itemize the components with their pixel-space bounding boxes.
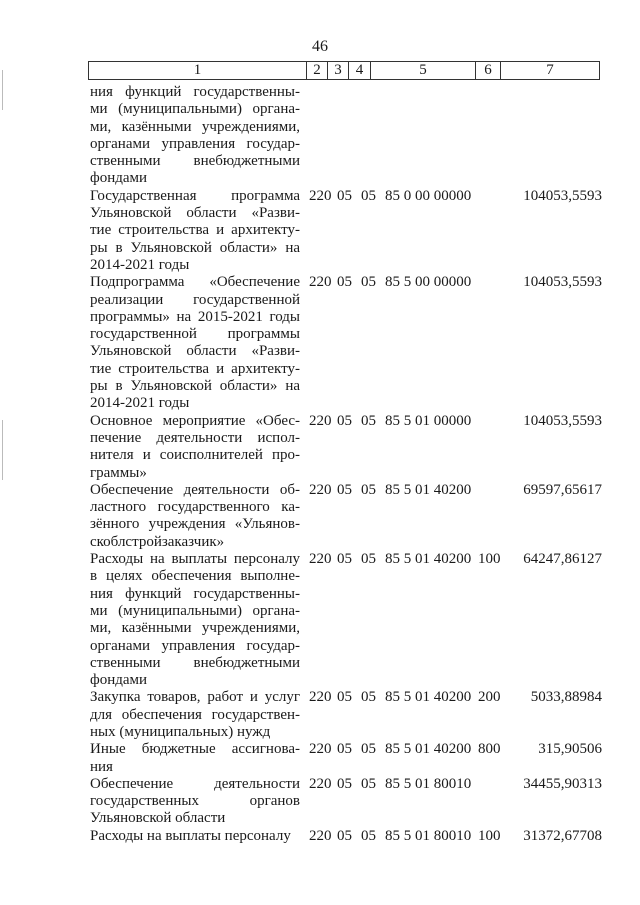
cell-cs: 85 5 01 80010 xyxy=(385,775,472,792)
description-line: ния xyxy=(90,758,113,775)
description-line: тие строительства и архитекту- xyxy=(90,222,300,239)
cell-rz: 05 xyxy=(337,187,352,204)
cell-sum: 69597,65617 xyxy=(523,481,602,498)
budget-row xyxy=(0,551,640,689)
cell-gr: 220 xyxy=(309,481,332,498)
row-description xyxy=(90,482,300,551)
cell-sum: 315,90506 xyxy=(538,741,602,758)
cell-pr: 05 xyxy=(361,187,376,204)
column-header-row xyxy=(89,62,600,80)
description-line: органами управления государ- xyxy=(90,637,300,654)
description-line: Основное мероприятие «Обес- xyxy=(90,412,300,429)
cell-pr: 05 xyxy=(361,741,376,758)
cell-sum: 34455,90313 xyxy=(523,775,602,792)
row-description xyxy=(90,84,300,188)
cell-cs: 85 5 01 40200 xyxy=(385,551,472,568)
description-line: ми (муниципальными) органа- xyxy=(90,602,300,619)
cell-gr: 220 xyxy=(309,187,332,204)
row-description xyxy=(90,828,300,845)
page-number: 46 xyxy=(312,38,328,55)
column-header-rz: 3 xyxy=(328,62,349,80)
cell-gr: 220 xyxy=(309,551,332,568)
cell-sum: 64247,86127 xyxy=(523,551,602,568)
cell-vr: 100 xyxy=(478,827,501,844)
cell-gr: 220 xyxy=(309,689,332,706)
column-header-description: 1 xyxy=(89,62,307,80)
row-description xyxy=(90,776,300,828)
cell-rz: 05 xyxy=(337,274,352,291)
row-description xyxy=(90,188,300,274)
cell-rz: 05 xyxy=(337,689,352,706)
cell-cs: 85 5 00 00000 xyxy=(385,274,472,291)
description-line: ственными внебюджетными xyxy=(90,654,300,671)
description-line: ми, казёнными учреждениями, xyxy=(90,620,300,637)
cell-sum: 104053,5593 xyxy=(523,412,602,429)
row-description xyxy=(90,413,300,482)
cell-sum: 31372,67708 xyxy=(523,827,602,844)
budget-row xyxy=(0,689,640,741)
description-line: для обеспечения государствен- xyxy=(90,706,300,723)
cell-pr: 05 xyxy=(361,775,376,792)
cell-pr: 05 xyxy=(361,412,376,429)
description-line: органами управления государ- xyxy=(90,135,300,152)
description-line: фондами xyxy=(90,672,148,689)
description-line: Ульяновской области «Разви- xyxy=(90,343,300,360)
cell-vr: 800 xyxy=(478,741,501,758)
description-line: государственной программы xyxy=(90,326,300,343)
cell-gr: 220 xyxy=(309,775,332,792)
cell-vr: 100 xyxy=(478,551,501,568)
budget-row xyxy=(0,828,640,845)
description-line: государственных органов xyxy=(90,793,300,810)
cell-cs: 85 5 01 00000 xyxy=(385,412,472,429)
budget-row xyxy=(0,482,640,551)
cell-rz: 05 xyxy=(337,551,352,568)
description-line: зённого учреждения «Ульянов- xyxy=(90,516,300,533)
cell-sum: 104053,5593 xyxy=(523,187,602,204)
cell-rz: 05 xyxy=(337,741,352,758)
cell-rz: 05 xyxy=(337,827,352,844)
description-line: ры в Ульяновской области» на xyxy=(90,239,300,256)
cell-cs: 85 5 01 40200 xyxy=(385,741,472,758)
description-line: фондами xyxy=(90,170,148,187)
description-line: Обеспечение деятельности xyxy=(90,775,300,792)
description-line: ми (муниципальными) органа- xyxy=(90,101,300,118)
cell-pr: 05 xyxy=(361,827,376,844)
description-line: Ульяновской области xyxy=(90,810,226,827)
cell-cs: 85 5 01 80010 xyxy=(385,827,472,844)
description-line: ных (муниципальных) нужд xyxy=(90,723,271,740)
description-line: тие строительства и архитекту- xyxy=(90,360,300,377)
scan-edge-mark xyxy=(2,420,3,480)
description-line: ластного государственного ка- xyxy=(90,499,300,516)
cell-cs: 85 5 01 40200 xyxy=(385,481,472,498)
budget-rows xyxy=(0,84,640,845)
description-line: 2014-2021 годы xyxy=(90,395,190,412)
description-line: Обеспечение деятельности об- xyxy=(90,481,300,498)
description-line: скоблстройзаказчик» xyxy=(90,533,225,550)
column-header-table xyxy=(88,61,600,80)
description-line: Иные бюджетные ассигнова- xyxy=(90,741,300,758)
description-line: Расходы на выплаты персоналу xyxy=(90,827,291,844)
description-line: программы» на 2015-2021 годы xyxy=(90,308,300,325)
budget-row xyxy=(0,776,640,828)
description-line: Ульяновской области «Разви- xyxy=(90,205,300,222)
description-line: Закупка товаров, работ и услуг xyxy=(90,689,300,706)
budget-row xyxy=(0,84,640,188)
scan-edge-mark xyxy=(2,70,3,110)
row-description xyxy=(90,741,300,776)
cell-pr: 05 xyxy=(361,274,376,291)
cell-cs: 85 0 00 00000 xyxy=(385,187,472,204)
cell-sum: 5033,88984 xyxy=(530,689,602,706)
description-line: граммы» xyxy=(90,464,147,481)
column-header-vr: 6 xyxy=(476,62,501,80)
description-line: Расходы на выплаты персоналу xyxy=(90,551,300,568)
cell-rz: 05 xyxy=(337,481,352,498)
cell-pr: 05 xyxy=(361,551,376,568)
description-line: реализации государственной xyxy=(90,291,300,308)
column-header-cs: 5 xyxy=(371,62,476,80)
budget-row xyxy=(0,413,640,482)
description-line: ния функций государственны- xyxy=(90,585,300,602)
cell-gr: 220 xyxy=(309,741,332,758)
row-description xyxy=(90,551,300,689)
cell-gr: 220 xyxy=(309,827,332,844)
description-line: нителя и соисполнителей про- xyxy=(90,447,300,464)
cell-vr: 200 xyxy=(478,689,501,706)
description-line: ния функций государственны- xyxy=(90,84,300,100)
cell-gr: 220 xyxy=(309,412,332,429)
description-line: ми, казёнными учреждениями, xyxy=(90,118,300,135)
budget-row xyxy=(0,188,640,274)
cell-rz: 05 xyxy=(337,775,352,792)
description-line: 2014-2021 годы xyxy=(90,256,190,273)
description-line: Государственная программа xyxy=(90,187,300,204)
cell-pr: 05 xyxy=(361,689,376,706)
description-line: печение деятельности испол- xyxy=(90,429,300,446)
description-line: ственными внебюджетными xyxy=(90,153,300,170)
column-header-pr: 4 xyxy=(349,62,371,80)
description-line: ры в Ульяновской области» на xyxy=(90,378,300,395)
column-header-sum: 7 xyxy=(501,62,600,80)
cell-pr: 05 xyxy=(361,481,376,498)
cell-gr: 220 xyxy=(309,274,332,291)
row-description xyxy=(90,689,300,741)
cell-cs: 85 5 01 40200 xyxy=(385,689,472,706)
budget-row xyxy=(0,274,640,412)
budget-row xyxy=(0,741,640,776)
cell-sum: 104053,5593 xyxy=(523,274,602,291)
column-header-gr: 2 xyxy=(307,62,328,80)
description-line: в целях обеспечения выполне- xyxy=(90,568,300,585)
cell-rz: 05 xyxy=(337,412,352,429)
description-line: Подпрограмма «Обеспечение xyxy=(90,274,300,291)
row-description xyxy=(90,274,300,412)
